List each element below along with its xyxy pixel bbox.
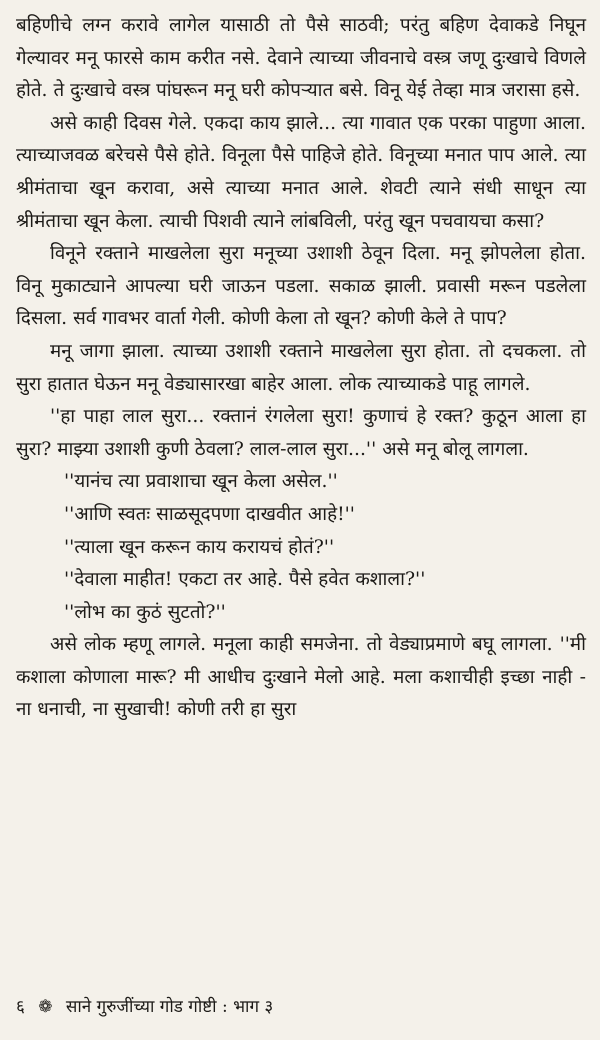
paragraph-1: बहिणीचे लग्न करावे लागेल यासाठी तो पैसे साठवी; परंतु बहिण देवाकडे निघून गेल्यावर मनू फारसे काम करीत नसे. देवाने त्याच्या जीवनाचे वस्त्र जणू दुःखाचे विणले होते. ते दुःखाचे वस्त्र पांघरून मनू घरी कोपऱ्यात बसे. विनू येई तेव्हा मात्र जरासा हसे. — [16, 15, 586, 102]
dialogue-line: ''देवाला माहीत! एकटा तर आहे. पैसे हवेत कशाला?'' — [64, 569, 426, 591]
page-number: ६ — [16, 997, 25, 1017]
dialogue-line: ''यानंच त्या प्रवाशाचा खून केला असेल.'' — [64, 471, 338, 493]
page-footer — [16, 996, 586, 1018]
dialogue-line: ''आणि स्वतः साळसूदपणा दाखवीत आहे!'' — [64, 503, 355, 525]
paragraph-5: ''हा पाहा लाल सुरा... रक्तानं रंगलेला सुरा! कुणाचं हे रक्त? कुठून आला हा सुरा? माझ्या उशाशी कुणी ठेवला? लाल-लाल सुरा...'' असे मनू बोलू लागला. — [16, 406, 586, 460]
closing-paragraph: असे लोक म्हणू लागले. मनूला काही समजेना. तो वेड्याप्रमाणे बघू लागला. ''मी कशाला कोणाला मारू? मी आधीच दुःखाने मेलो आहे. मला कशाचीही इच्छा नाही - ना धनाची, ना सुखाची! कोणी तरी हा सुरा — [16, 634, 586, 721]
paragraph-3: विनूने रक्ताने माखलेला सुरा मनूच्या उशाशी ठेवून दिला. मनू झोपलेला होता. विनू मुकाट्याने आपल्या घरी जाऊन पडला. सकाळ झाली. प्रवासी मरून पडलेला दिसला. सर्व गावभर वार्ता गेली. कोणी केला तो खून? कोणी केले ते पाप? — [16, 243, 586, 330]
ornament-icon: ❁ — [38, 997, 53, 1017]
dialogue-line: ''लोभ का कुठं सुटतो?'' — [64, 601, 226, 623]
dialogue-line: ''त्याला खून करून काय करायचं होतं?'' — [64, 536, 335, 558]
paragraph-2: असे काही दिवस गेले. एकदा काय झाले... त्या गावात एक परका पाहुणा आला. त्याच्याजवळ बरेचसे पैसे होते. विनूला पैसे पाहिजे होते. विनूच्या मनात पाप आले. त्या श्रीमंताचा खून करावा, असे त्याच्या मनात आले. शेवटी त्याने संधी साधून त्या श्रीमंताचा खून केला. त्याची पिशवी त्याने लांबविली, परंतु खून पचवायचा कसा? — [16, 112, 586, 232]
paragraph-4: मनू जागा झाला. त्याच्या उशाशी रक्ताने माखलेला सुरा होता. तो दचकला. तो सुरा हातात घेऊन मनू वेड्यासारखा बाहेर आला. लोक त्याच्याकडे पाहू लागले. — [16, 340, 586, 395]
book-title: साने गुरुजींच्या गोड गोष्टी : भाग ३ — [65, 997, 274, 1017]
